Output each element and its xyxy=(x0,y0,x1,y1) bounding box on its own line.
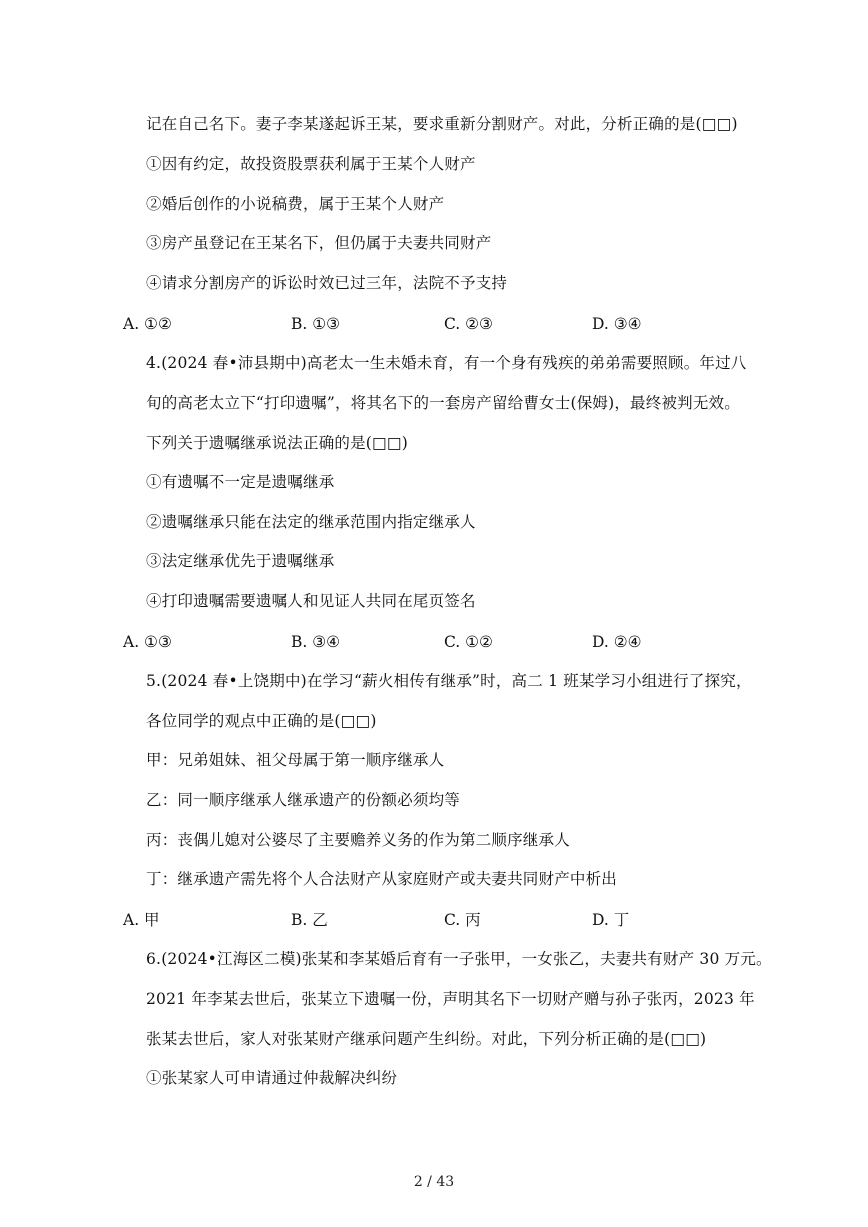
option-b: B. ③④ xyxy=(291,633,341,651)
question-6-stem-line-2: 2021 年李某去世后，张某立下遗嘱一份，声明其名下一切财产赠与孙子张丙，2023 年 xyxy=(146,990,755,1008)
question-6-stem-line-1: 6.(2024•江海区二模)张某和李某婚后育有一子张甲，一女张乙，夫妻共有财产 30 万元。 xyxy=(146,950,772,968)
question-6-statement-1: ①张某家人可申请通过仲裁解决纠纷 xyxy=(146,1069,398,1087)
option-c: C. 丙 xyxy=(444,911,481,929)
question-3-statement-4: ④请求分割房产的诉讼时效已过三年，法院不予支持 xyxy=(146,274,508,292)
question-3-statement-3: ③房产虽登记在王某名下，但仍属于夫妻共同财产 xyxy=(146,234,492,252)
question-3-statement-1: ①因有约定，故投资股票获利属于王某个人财产 xyxy=(146,155,476,173)
page-number: 2 / 43 xyxy=(413,1174,455,1190)
option-a: A. ①③ xyxy=(123,633,172,651)
option-a: A. 甲 xyxy=(123,911,160,929)
question-4-stem-line-2: 旬的高老太立下“打印遗嘱”，将其名下的一套房产留给曹女士(保姆)，最终被判无效。 xyxy=(146,394,740,412)
option-c: C. ②③ xyxy=(444,315,493,333)
option-d: D. ②④ xyxy=(592,633,642,651)
option-c: C. ①② xyxy=(444,633,493,651)
question-5-statement-yi: 乙：同一顺序继承人继承遗产的份额必须均等 xyxy=(146,791,461,809)
question-5-stem-line-2: 各位同学的观点中正确的是(□□) xyxy=(146,712,377,730)
question-3-statement-2: ②婚后创作的小说稿费，属于王某个人财产 xyxy=(146,195,445,213)
question-4-stem-line-1: 4.(2024 春•沛县期中)高老太一生未婚未育，有一个身有残疾的弟弟需要照顾。年过八 xyxy=(146,354,747,372)
question-5-stem-line-1: 5.(2024 春•上饶期中)在学习“薪火相传有继承”时，高二 1 班某学习小组进行了探究， xyxy=(146,672,752,690)
question-5-statement-jia: 甲：兄弟姐妹、祖父母属于第一顺序继承人 xyxy=(146,751,445,769)
option-d: D. ③④ xyxy=(592,315,642,333)
question-4-statement-2: ②遗嘱继承只能在法定的继承范围内指定继承人 xyxy=(146,513,476,531)
question-5-statement-ding: 丁：继承遗产需先将个人合法财产从家庭财产或夫妻共同财产中析出 xyxy=(146,870,618,888)
question-4-statement-4: ④打印遗嘱需要遗嘱人和见证人共同在尾页签名 xyxy=(146,592,476,610)
question-5-statement-bing: 丙：丧偶儿媳对公婆尽了主要赡养义务的作为第二顺序继承人 xyxy=(146,831,570,849)
question-4-stem-line-3: 下列关于遗嘱继承说法正确的是(□□) xyxy=(146,434,408,452)
question-3-stem-end: 记在自己名下。妻子李某遂起诉王某，要求重新分割财产。对此，分析正确的是(□□) xyxy=(146,115,738,133)
option-b: B. ①③ xyxy=(291,315,341,333)
question-6-stem-line-3: 张某去世后，家人对张某财产继承问题产生纠纷。对此，下列分析正确的是(□□) xyxy=(146,1030,707,1048)
option-a: A. ①② xyxy=(123,315,172,333)
option-d: D. 丁 xyxy=(592,911,630,929)
option-b: B. 乙 xyxy=(291,911,328,929)
question-4-statement-1: ①有遗嘱不一定是遗嘱继承 xyxy=(146,473,335,491)
question-4-statement-3: ③法定继承优先于遗嘱继承 xyxy=(146,552,335,570)
